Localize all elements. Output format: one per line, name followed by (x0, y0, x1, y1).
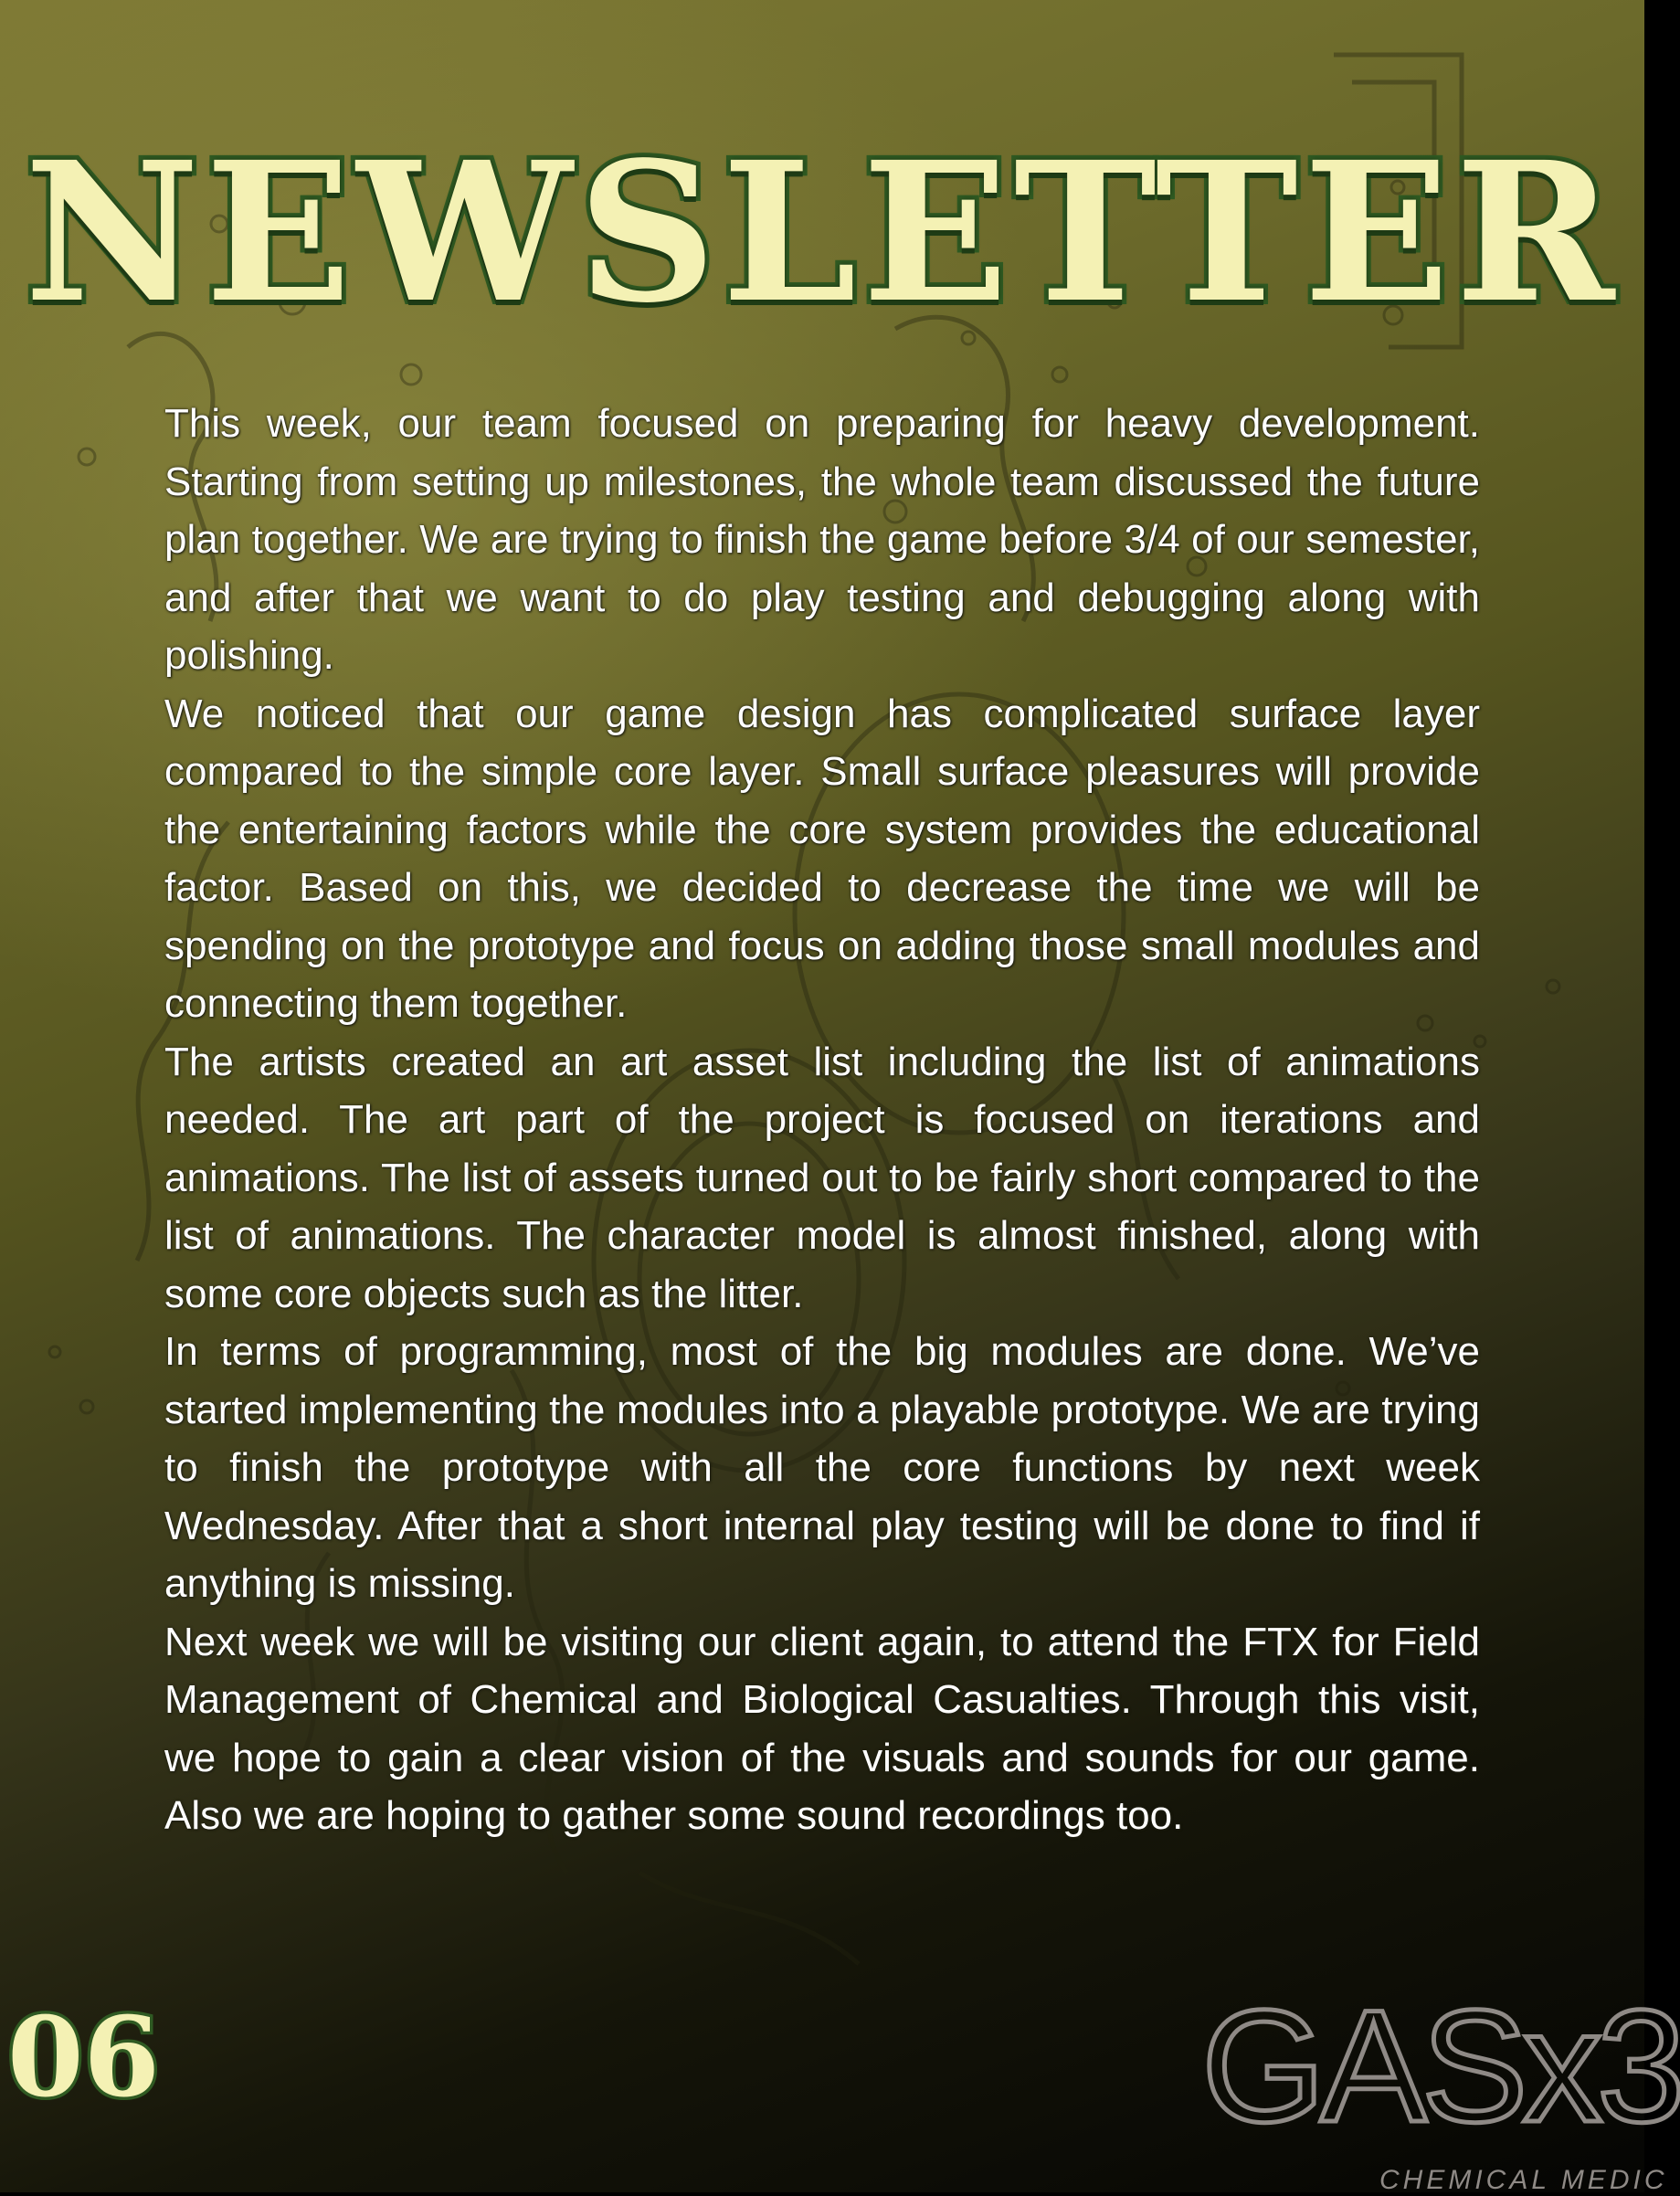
logo-wordmark: GASx3 (1201, 1978, 1680, 2156)
paragraph-team-planning: This week, our team focused on preparing for heavy development. Starting from setting up milestones, the whole team discussed the future plan together. We are trying to finish the game before 3/4 of our semester, and after that we want to do play testing and debugging along with polishing. (164, 401, 1480, 678)
newsletter-title: NEWSLETTER (24, 120, 1621, 345)
issue-number: 06 (7, 1993, 160, 2122)
paragraph-art-assets: The artists created an art asset list including the list of animations needed. The art part of the project is focused on iterations and animations. The list of assets turned out to be fairly short compared to the list of animations. The character model is almost finished, along with some core objects such as the litter. (164, 1039, 1480, 1316)
article-body (164, 395, 1480, 1845)
gasx3-logo (1201, 1978, 1680, 2195)
paragraph-game-design: We noticed that our game design has complicated surface layer compared to the simple core layer. Small surface pleasures will provide the entertaining factors while the core system provides the educational factor. Based on this, we decided to decrease the time we will be spending on the prototype and focus on adding those small modules and connecting them together. (164, 691, 1480, 1026)
paragraph-client-visit: Next week we will be visiting our client again, to attend the FTX for Field Management of Chemical and Biological Casualties. Through this visit, we hope to gain a clear vision of the visuals and sounds for our game. Also we are hoping to gather some sound recordings too. (164, 1619, 1480, 1838)
logo-subtitle: CHEMICAL MEDIC (1379, 2165, 1668, 2195)
paragraph-programming: In terms of programming, most of the big modules are done. We’ve started implementing the modules into a playable prototype. We are trying to finish the prototype with all the core functions by next week Wednesday. After that a short internal play testing will be done to find if anything is missing. (164, 1329, 1480, 1606)
